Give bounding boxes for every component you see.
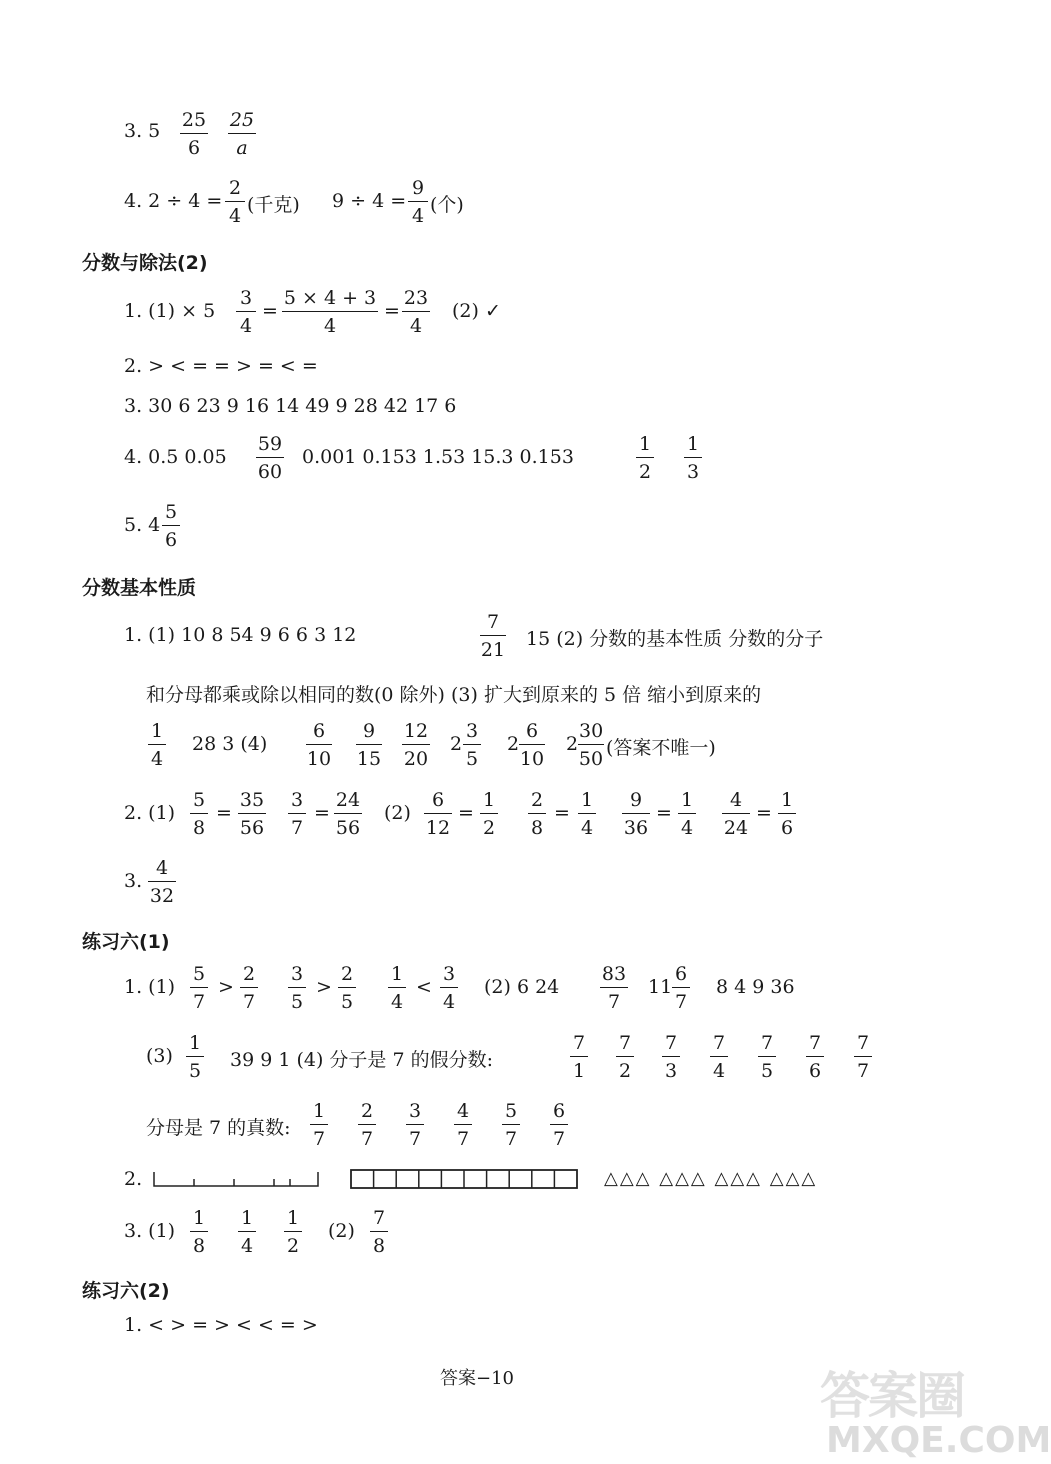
fraction: $\frac{30}{50}$ [578, 720, 604, 770]
fraction: $\frac{1}{7}$ [310, 1099, 328, 1151]
whole-number: 2 [450, 733, 463, 755]
fraction: $\frac{1}{3}$ [684, 432, 702, 484]
equals-sign: = [554, 802, 570, 824]
whole-number: 2 [566, 733, 579, 755]
item-4-lead: 4. 0.5 0.05 [124, 446, 227, 468]
equals-sign: = [216, 802, 232, 824]
fraction: $\frac{6}{7}$ [672, 962, 690, 1014]
fraction: $\frac{1}{5}$ [186, 1031, 204, 1083]
fraction: $\frac{9}{4}$ [408, 176, 428, 228]
answer-text: 39 9 1 (4) 分子是 7 的假分数: [230, 1049, 493, 1071]
sub-item-label: (2) [328, 1220, 355, 1242]
fraction: $\frac{1}{2}$ [284, 1206, 302, 1258]
box-strip-diagram [350, 1168, 580, 1190]
segment-ruler-diagram [152, 1168, 320, 1190]
fraction: $\frac{3}{5}$ [463, 719, 481, 771]
item-1-lead: 1. (1) [124, 976, 176, 998]
item-5-lead: 5. 4 [124, 514, 161, 536]
fraction: $\frac{7}{8}$ [370, 1206, 388, 1258]
fraction: $\frac{7}{1}$ [570, 1031, 588, 1083]
fraction: $\frac{7}{2}$ [616, 1031, 634, 1083]
section-title: 练习六(1) [82, 931, 170, 953]
fraction: $\frac{1}{4}$ [238, 1206, 256, 1258]
fraction: $\frac{5}{7}$ [502, 1099, 520, 1151]
equals-sign: = [656, 802, 672, 824]
item-2: 2. > < = = > = < = [124, 355, 318, 377]
fraction: $\frac{35}{56}$ [239, 789, 265, 839]
fraction: $\frac{1}{4}$ [678, 788, 696, 840]
fraction: $\frac{1}{8}$ [190, 1206, 208, 1258]
fraction: $\frac{3}{7}$ [406, 1099, 424, 1151]
fraction: $\frac{2}{7}$ [358, 1099, 376, 1151]
answer-text: 28 3 (4) [192, 733, 268, 755]
compare-sign: < [416, 976, 432, 998]
equals-sign: = [314, 802, 330, 824]
item-3: 3. 30 6 23 9 16 14 49 9 28 42 17 6 [124, 395, 457, 417]
fraction: $\frac{9}{36}$ [623, 789, 649, 839]
sub-item-label: (2) [384, 802, 411, 824]
equals-sign: = [262, 300, 278, 322]
page-footer: 答案−10 [440, 1368, 514, 1389]
fraction: $\frac{3}{4}$ [236, 286, 256, 338]
fraction: $\frac{2}{7}$ [240, 962, 258, 1014]
fraction: $\frac{2}{4}$ [225, 176, 245, 228]
expr-text: 9 ÷ 4 = [332, 190, 407, 212]
fraction: $\frac{2}{5}$ [338, 962, 356, 1014]
unit-text: (千克) [247, 194, 300, 216]
fraction: $\frac{1}{4}$ [578, 788, 596, 840]
equals-sign: = [756, 802, 772, 824]
item-2-lead: 2. [124, 1168, 143, 1190]
answer-text: (2) 6 24 [484, 976, 560, 998]
fraction: $\frac{7}{6}$ [806, 1031, 824, 1083]
fraction: $\frac{1}{2}$ [636, 432, 654, 484]
fraction: $\frac{2}{8}$ [528, 788, 546, 840]
whole-number: 11 [648, 976, 673, 998]
equals-sign: = [458, 802, 474, 824]
compare-sign: > [316, 976, 332, 998]
fraction: $\frac{7}{21}$ [480, 611, 506, 661]
answer-text: 0.001 0.153 1.53 15.3 0.153 [302, 446, 574, 468]
item-1: 1. < > = > < < = > [124, 1314, 318, 1336]
fraction: $\frac{7}{7}$ [854, 1031, 872, 1083]
fraction: $\frac{7}{4}$ [710, 1031, 728, 1083]
section-title: 练习六(2) [82, 1280, 170, 1302]
section-title: 分数基本性质 [82, 577, 197, 599]
fraction: $\frac{12}{20}$ [403, 720, 429, 770]
fraction: $\frac{24}{56}$ [335, 789, 361, 839]
compare-sign: > [218, 976, 234, 998]
fraction: $\frac{5}{8}$ [190, 788, 208, 840]
item-3-lead: 3. (1) [124, 1220, 176, 1242]
fraction: $\frac{4}{32}$ [149, 857, 175, 907]
fraction: $\frac{6}{12}$ [425, 789, 451, 839]
item-1-lead: 1. (1) 10 8 54 9 6 6 3 12 [124, 624, 357, 646]
fraction: $\frac{6}{10}$ [519, 720, 545, 770]
sub-item-label: (3) [146, 1045, 173, 1067]
fraction: $\frac{83}{7}$ [601, 963, 627, 1013]
item-4-lead: 4. 2 ÷ 4 = [124, 190, 223, 212]
fraction: $\frac{25}{6}$ [181, 109, 207, 159]
fraction: $\frac{7}{5}$ [758, 1031, 776, 1083]
item-3-lead: 3. [124, 870, 143, 892]
fraction: $\frac{3}{4}$ [440, 962, 458, 1014]
fraction: $\frac{1}{4}$ [388, 962, 406, 1014]
fraction: $\frac{4}{7}$ [454, 1099, 472, 1151]
watermark-logo: 答案圈 [820, 1367, 964, 1425]
watermark-url: MXQE.COM [826, 1420, 1051, 1461]
answer-text: 15 (2) 分数的基本性质 分数的分子 [526, 628, 824, 650]
fraction: $\frac{3}{5}$ [288, 962, 306, 1014]
fraction: $\frac{25}{a}$ [229, 109, 255, 159]
fraction: $\frac{23}{4}$ [403, 287, 429, 337]
section-title: 分数与除法(2) [82, 252, 208, 274]
note-text: (答案不唯一) [606, 737, 716, 759]
fraction: $\frac{1}{4}$ [148, 719, 166, 771]
item-1-lead: 1. (1) × 5 [124, 300, 216, 322]
fraction: $\frac{6}{10}$ [306, 720, 332, 770]
fraction: $\frac{1}{6}$ [778, 788, 796, 840]
fraction: $\frac{6}{7}$ [550, 1099, 568, 1151]
fraction: $\frac{3}{7}$ [288, 788, 306, 840]
answer-text: (2) ✓ [452, 300, 501, 322]
fraction: $\frac{9}{15}$ [356, 720, 382, 770]
item-3-lead: 3. 5 [124, 120, 161, 142]
answer-text: 和分母都乘或除以相同的数(0 除外) (3) 扩大到原来的 5 倍 缩小到原来的 [146, 684, 762, 706]
item-2-lead: 2. (1) [124, 802, 176, 824]
unit-text: (个) [430, 194, 464, 216]
fraction: $\frac{5 \times 4 + 3}{4}$ [283, 287, 377, 337]
fraction: $\frac{1}{2}$ [480, 788, 498, 840]
fraction: $\frac{4}{24}$ [723, 789, 749, 839]
answer-text: 8 4 9 36 [716, 976, 795, 998]
fraction: $\frac{7}{3}$ [662, 1031, 680, 1083]
fraction: $\frac{59}{60}$ [257, 433, 283, 483]
whole-number: 2 [507, 733, 520, 755]
triangle-groups: △△△ △△△ △△△ △△△ [604, 1168, 818, 1189]
equals-sign: = [384, 300, 400, 322]
fraction: $\frac{5}{6}$ [162, 500, 180, 552]
fraction: $\frac{5}{7}$ [190, 962, 208, 1014]
answer-text: 分母是 7 的真数: [146, 1117, 291, 1139]
